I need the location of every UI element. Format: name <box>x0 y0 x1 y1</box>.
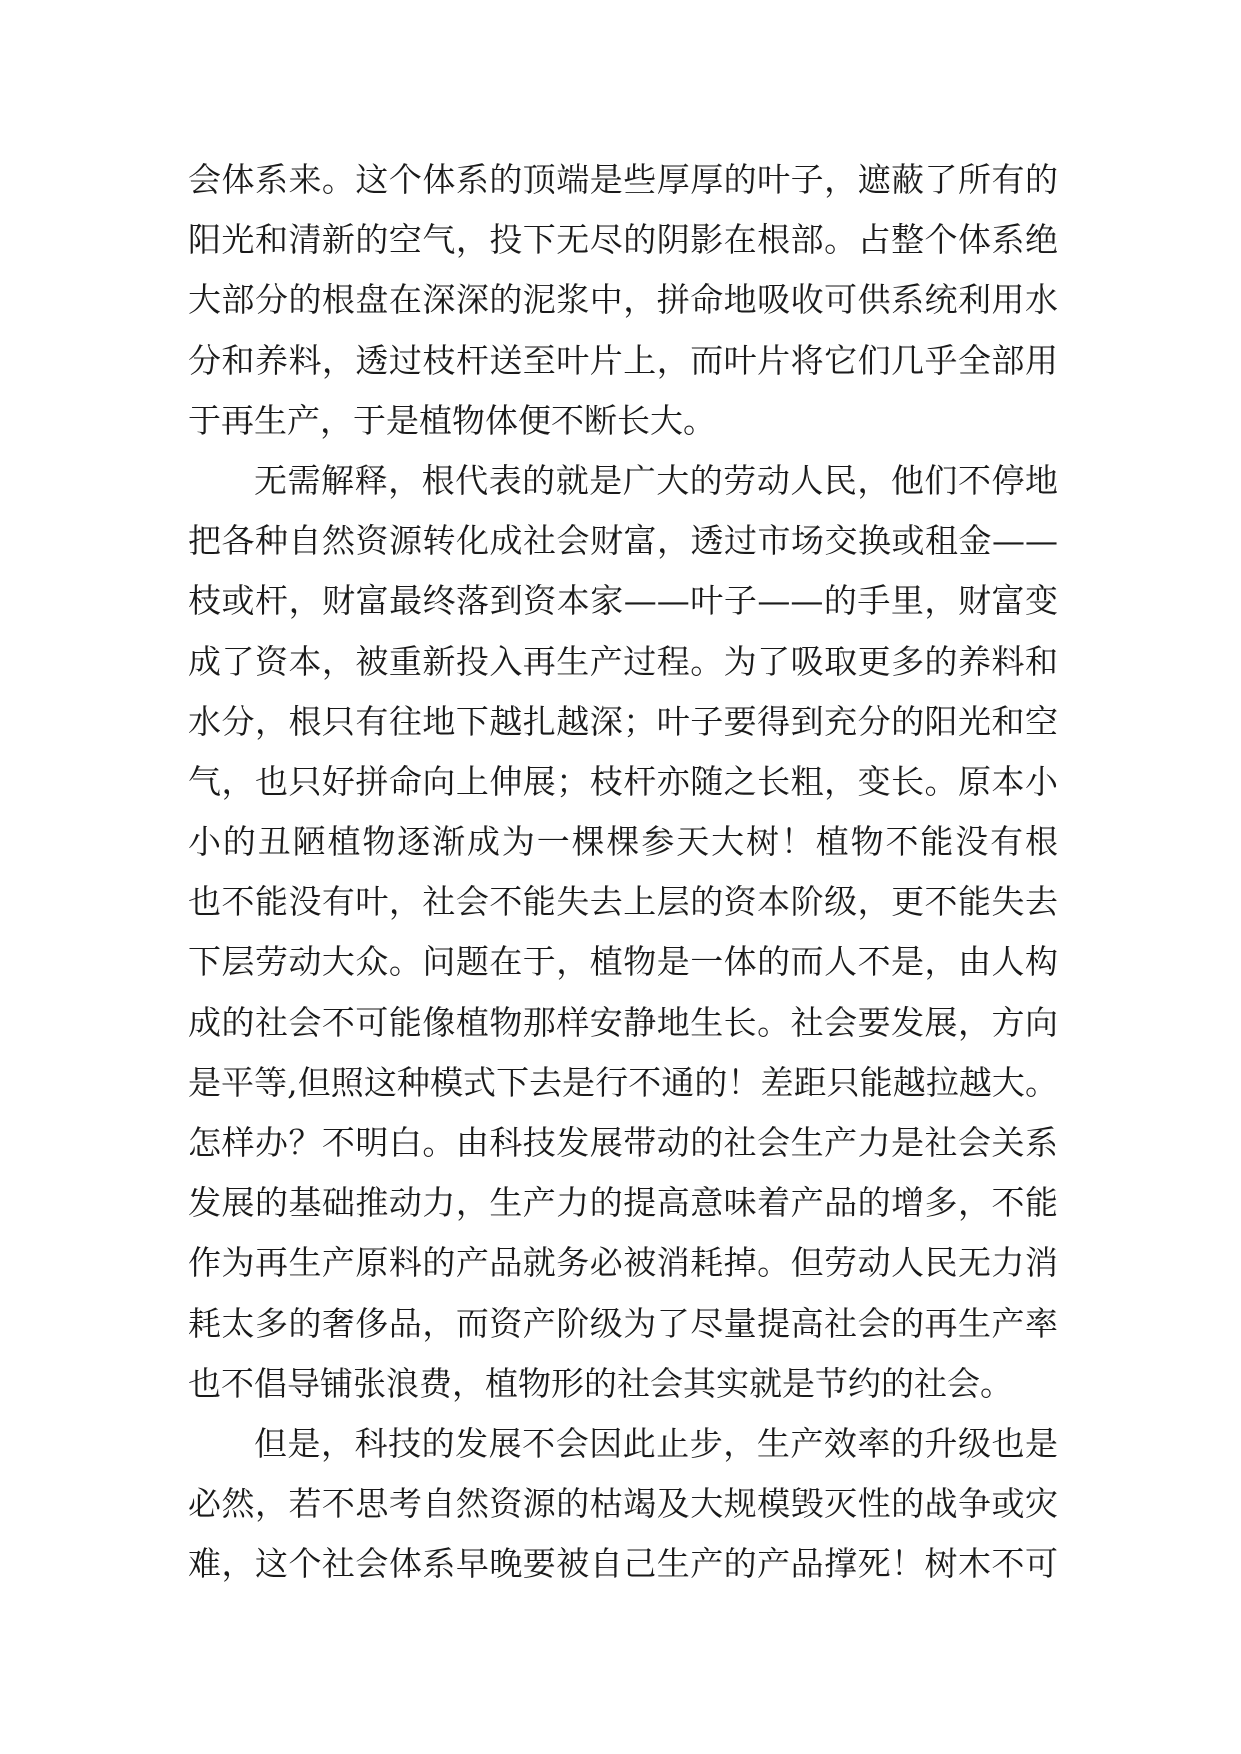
text-line: 水分，根只有往地下越扎越深；叶子要得到充分的阳光和空 <box>188 701 1058 741</box>
text-line: 于再生产，于是植物体便不断长大。 <box>188 400 716 440</box>
text-line: 成的社会不可能像植物那样安静地生长。社会要发展，方向 <box>188 1002 1058 1042</box>
text-line: 阳光和清新的空气，投下无尽的阴影在根部。占整个体系绝 <box>188 220 1058 260</box>
text-line: 气，也只好拼命向上伸展；枝杆亦随之长粗，变长。原本小 <box>188 761 1058 801</box>
text-line: 必然，若不思考自然资源的枯竭及大规模毁灭性的战争或灾 <box>188 1484 1058 1524</box>
text-line: 小的丑陋植物逐渐成为一棵棵参天大树！植物不能没有根 <box>188 822 1058 862</box>
text-line: 无需解释，根代表的就是广大的劳动人民，他们不停地 <box>254 460 1058 500</box>
text-line: 发展的基础推动力，生产力的提高意味着产品的增多，不能 <box>188 1183 1058 1223</box>
text-line: 会体系来。这个体系的顶端是些厚厚的叶子，遮蔽了所有的 <box>188 160 1058 199</box>
text-line: 也不倡导铺张浪费，植物形的社会其实就是节约的社会。 <box>188 1363 1013 1403</box>
text-line: 大部分的根盘在深深的泥浆中，拼命地吸收可供系统利用水 <box>188 280 1058 320</box>
text-line: 下层劳动大众。问题在于，植物是一体的而人不是，由人构 <box>188 942 1058 982</box>
text-line: 把各种自然资源转化成社会财富，透过市场交换或租金—— <box>188 521 1058 561</box>
text-line: 耗太多的奢侈品，而资产阶级为了尽量提高社会的再生产率 <box>188 1303 1058 1343</box>
text-line: 枝或杆，财富最终落到资本家——叶子——的手里，财富变 <box>188 581 1058 621</box>
text-line: 但是，科技的发展不会因此止步，生产效率的升级也是 <box>254 1423 1058 1463</box>
text-line: 难，这个社会体系早晚要被自己生产的产品撑死！树木不可 <box>188 1544 1058 1584</box>
text-line: 也不能没有叶，社会不能失去上层的资本阶级，更不能失去 <box>188 882 1058 922</box>
text-line: 是平等,但照这种模式下去是行不通的！差距只能越拉越大。 <box>188 1062 1058 1102</box>
text-line: 怎样办？不明白。由科技发展带动的社会生产力是社会关系 <box>188 1123 1058 1162</box>
text-line: 分和养料，透过枝杆送至叶片上，而叶片将它们几乎全部用 <box>188 340 1058 380</box>
document-page <box>188 150 1058 1595</box>
text-line: 成了资本，被重新投入再生产过程。为了吸取更多的养料和 <box>188 641 1058 681</box>
text-line: 作为再生产原料的产品就务必被消耗掉。但劳动人民无力消 <box>188 1243 1058 1283</box>
